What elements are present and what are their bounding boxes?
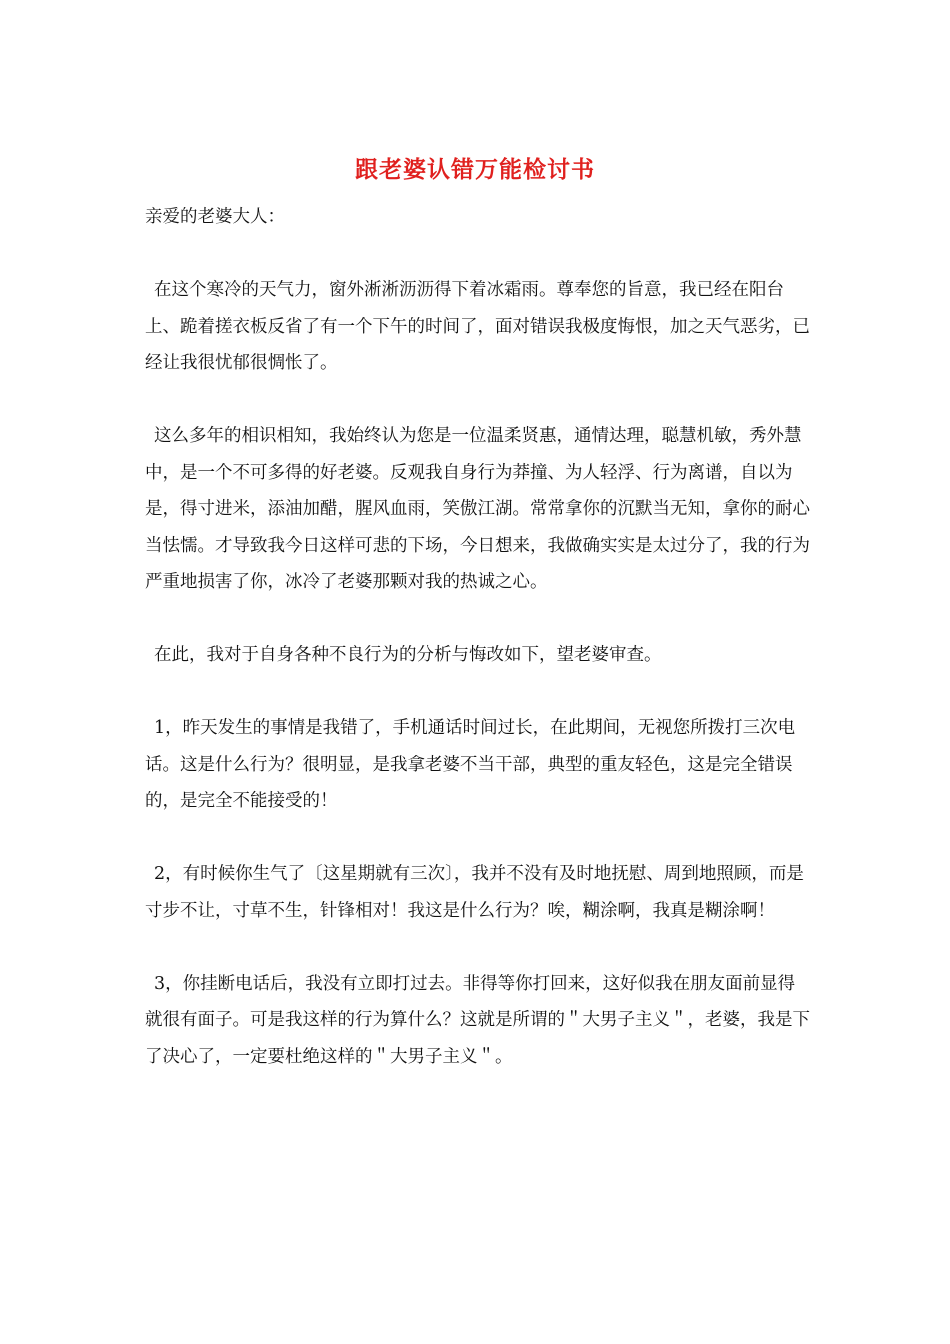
list-item-3: 3，你挂断电话后，我没有立即打过去。非得等你打回来，这好似我在朋友面前显得就很有面子。可是我这样的行为算什么？这就是所谓的＂大男子主义＂，老婆，我是下了决心了，一定要杜绝这样的＂大男子主义＂。 [145, 973, 810, 1067]
list-item-2: 2，有时候你生气了〔这星期就有三次〕，我并不没有及时地抚慰、周到地照顾，而是寸步不让，寸草不生，针锋相对！我这是什么行为？唉，糊涂啊，我真是糊涂啊！ [145, 864, 804, 921]
document-title: 跟老婆认错万能检讨书 [355, 156, 595, 183]
paragraph-3: 在此，我对于自身各种不良行为的分析与悔改如下，望老婆审查。 [154, 645, 662, 665]
list-item-1: 1，昨天发生的事情是我错了，手机通话时间过长，在此期间，无视您所拨打三次电话。这是什么行为？很明显，是我拿老婆不当干部，典型的重友轻色，这是完全错误的，是完全不能接受的！ [145, 718, 796, 811]
document-body [145, 199, 810, 1112]
paragraph-2: 这么多年的相识相知，我始终认为您是一位温柔贤惠，通情达理，聪慧机敏，秀外慧中，是一个不可多得的好老婆。反观我自身行为莽撞、为人轻浮、行为离谱，自以为是，得寸进米，添油加醋，腥风血雨，笑傲江湖。常常拿你的沉默当无知，拿你的耐心当怯懦。才导致我今日这样可悲的下场，今日想来，我做确实实是太过分了，我的行为严重地损害了你，冰冷了老婆那颗对我的热诚之心。 [145, 426, 810, 592]
paragraph-1: 在这个寒冷的天气力，窗外淅淅沥沥得下着冰霜雨。尊奉您的旨意，我已经在阳台上、跪着搓衣板反省了有一个下午的时间了，面对错误我极度悔恨，加之天气恶劣，已经让我很忧郁很惆怅了。 [145, 280, 810, 373]
salutation: 亲爱的老婆大人： [145, 207, 285, 227]
